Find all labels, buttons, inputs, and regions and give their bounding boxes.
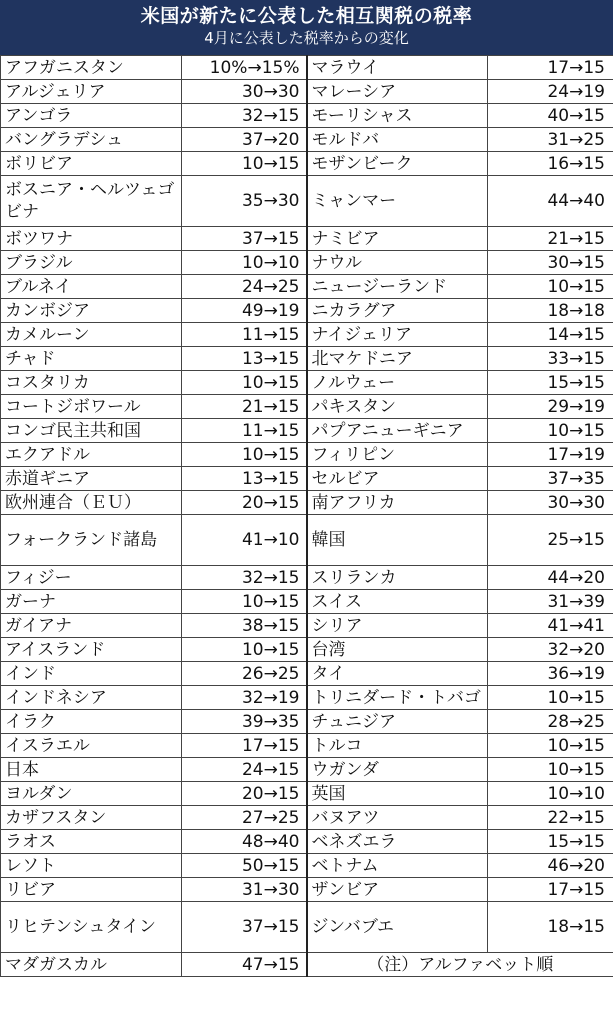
country-name: 日本 bbox=[1, 758, 182, 782]
table-row bbox=[1, 758, 613, 782]
table-row bbox=[1, 515, 613, 566]
country-name: アフガニスタン bbox=[1, 56, 182, 80]
country-name: ラオス bbox=[1, 830, 182, 854]
tariff-rate-change: 17→19 bbox=[488, 443, 613, 467]
country-name: コートジボワール bbox=[1, 395, 182, 419]
table-row bbox=[1, 80, 613, 104]
tariff-rate-change: 40→15 bbox=[488, 104, 613, 128]
tariff-rate-change: 11→15 bbox=[182, 419, 307, 443]
tariff-rate-change: 10→15 bbox=[488, 275, 613, 299]
tariff-rate-change: 17→15 bbox=[488, 56, 613, 80]
tariff-rate-change: 17→15 bbox=[182, 734, 307, 758]
country-name: トリニダード・トバゴ bbox=[307, 686, 488, 710]
tariff-rate-change: 24→15 bbox=[182, 758, 307, 782]
tariff-rate-change: 50→15 bbox=[182, 854, 307, 878]
table-row bbox=[1, 371, 613, 395]
table-row bbox=[1, 566, 613, 590]
country-name: カンボジア bbox=[1, 299, 182, 323]
country-name: ベネズエラ bbox=[307, 830, 488, 854]
country-name: コスタリカ bbox=[1, 371, 182, 395]
tariff-rate-change: 10→15 bbox=[488, 758, 613, 782]
country-name: モルドバ bbox=[307, 128, 488, 152]
tariff-rate-change: 32→15 bbox=[182, 566, 307, 590]
table-row bbox=[1, 104, 613, 128]
tariff-rate-change: 20→15 bbox=[182, 782, 307, 806]
country-name: スイス bbox=[307, 590, 488, 614]
tariff-rate-change: 30→30 bbox=[488, 491, 613, 515]
country-name: カメルーン bbox=[1, 323, 182, 347]
country-name: ボスニア・ヘルツェゴビナ bbox=[1, 176, 182, 227]
country-name: 台湾 bbox=[307, 638, 488, 662]
country-name: ナミビア bbox=[307, 227, 488, 251]
tariff-rate-change: 37→15 bbox=[182, 902, 307, 953]
tariff-rate-change: 15→15 bbox=[488, 830, 613, 854]
country-name: マダガスカル bbox=[1, 953, 182, 977]
tariff-rate-change: 11→15 bbox=[182, 323, 307, 347]
country-name: 欧州連合（ＥＵ） bbox=[1, 491, 182, 515]
country-name: アイスランド bbox=[1, 638, 182, 662]
table-row bbox=[1, 251, 613, 275]
country-name: エクアドル bbox=[1, 443, 182, 467]
country-name: ノルウェー bbox=[307, 371, 488, 395]
tariff-rate-change: 49→19 bbox=[182, 299, 307, 323]
table-row bbox=[1, 128, 613, 152]
country-name: ニカラグア bbox=[307, 299, 488, 323]
tariff-rate-change: 38→15 bbox=[182, 614, 307, 638]
page-subtitle: 4月に公表した税率からの変化 bbox=[204, 29, 409, 47]
country-name: アンゴラ bbox=[1, 104, 182, 128]
table-row bbox=[1, 614, 613, 638]
tariff-rate-change: 31→30 bbox=[182, 878, 307, 902]
table-row bbox=[1, 443, 613, 467]
table-row bbox=[1, 152, 613, 176]
country-name: 韓国 bbox=[307, 515, 488, 566]
tariff-rate-change: 14→15 bbox=[488, 323, 613, 347]
country-name: パキスタン bbox=[307, 395, 488, 419]
table-row bbox=[1, 902, 613, 953]
tariff-rate-change: 32→20 bbox=[488, 638, 613, 662]
table-row bbox=[1, 299, 613, 323]
country-name: ボツワナ bbox=[1, 227, 182, 251]
country-name: アルジェリア bbox=[1, 80, 182, 104]
table-row bbox=[1, 662, 613, 686]
tariff-rate-change: 10→15 bbox=[488, 419, 613, 443]
tariff-rate-change: 31→39 bbox=[488, 590, 613, 614]
country-name: リビア bbox=[1, 878, 182, 902]
tariff-rate-change: 10→15 bbox=[182, 371, 307, 395]
tariff-rate-change: 30→30 bbox=[182, 80, 307, 104]
page-title: 米国が新たに公表した相互関税の税率 bbox=[140, 5, 473, 27]
table-header bbox=[0, 0, 613, 55]
tariff-rate-change: 10→15 bbox=[488, 686, 613, 710]
table-row bbox=[1, 323, 613, 347]
country-name: ヨルダン bbox=[1, 782, 182, 806]
country-name: フォークランド諸島 bbox=[1, 515, 182, 566]
tariff-rate-change: 10→15 bbox=[488, 734, 613, 758]
tariff-rate-change: 30→15 bbox=[488, 251, 613, 275]
tariff-rate-change: 18→18 bbox=[488, 299, 613, 323]
country-name: ザンビア bbox=[307, 878, 488, 902]
table-row bbox=[1, 275, 613, 299]
country-name: ガーナ bbox=[1, 590, 182, 614]
table-row bbox=[1, 176, 613, 227]
table-row bbox=[1, 734, 613, 758]
tariff-rate-change: 15→15 bbox=[488, 371, 613, 395]
tariff-rate-change: 10→15 bbox=[182, 590, 307, 614]
tariff-rate-change: 41→41 bbox=[488, 614, 613, 638]
country-name: スリランカ bbox=[307, 566, 488, 590]
tariff-rate-change: 47→15 bbox=[182, 953, 307, 977]
country-name: モーリシャス bbox=[307, 104, 488, 128]
country-name: イラク bbox=[1, 710, 182, 734]
country-name: パプアニューギニア bbox=[307, 419, 488, 443]
country-name: コンゴ民主共和国 bbox=[1, 419, 182, 443]
tariff-rate-change: 13→15 bbox=[182, 347, 307, 371]
country-name: ベトナム bbox=[307, 854, 488, 878]
country-name: ブルネイ bbox=[1, 275, 182, 299]
table-row bbox=[1, 878, 613, 902]
country-name: ガイアナ bbox=[1, 614, 182, 638]
tariff-rate-change: 10%→15% bbox=[182, 56, 307, 80]
tariff-rate-change: 20→15 bbox=[182, 491, 307, 515]
tariff-rate-change: 39→35 bbox=[182, 710, 307, 734]
table-row bbox=[1, 686, 613, 710]
country-name: レソト bbox=[1, 854, 182, 878]
country-name: ブラジル bbox=[1, 251, 182, 275]
tariff-rate-change: 46→20 bbox=[488, 854, 613, 878]
table-row bbox=[1, 710, 613, 734]
tariff-rate-change: 17→15 bbox=[488, 878, 613, 902]
tariff-rate-change: 18→15 bbox=[488, 902, 613, 953]
tariff-rate-change: 10→10 bbox=[488, 782, 613, 806]
tariff-rate-change: 10→10 bbox=[182, 251, 307, 275]
tariff-rate-change: 33→15 bbox=[488, 347, 613, 371]
tariff-rate-change: 24→25 bbox=[182, 275, 307, 299]
country-name: タイ bbox=[307, 662, 488, 686]
tariff-rate-change: 27→25 bbox=[182, 806, 307, 830]
country-name: インド bbox=[1, 662, 182, 686]
table-row bbox=[1, 830, 613, 854]
tariff-rate-change: 24→19 bbox=[488, 80, 613, 104]
tariff-rate-change: 48→40 bbox=[182, 830, 307, 854]
country-name: マレーシア bbox=[307, 80, 488, 104]
table-row bbox=[1, 419, 613, 443]
country-name: チュニジア bbox=[307, 710, 488, 734]
tariff-rate-change: 22→15 bbox=[488, 806, 613, 830]
table-row bbox=[1, 56, 613, 80]
country-name: バヌアツ bbox=[307, 806, 488, 830]
tariff-rate-change: 26→25 bbox=[182, 662, 307, 686]
table-row bbox=[1, 590, 613, 614]
tariff-rate-change: 44→20 bbox=[488, 566, 613, 590]
country-name: マラウイ bbox=[307, 56, 488, 80]
table-row bbox=[1, 227, 613, 251]
country-name: インドネシア bbox=[1, 686, 182, 710]
country-name: ジンバブエ bbox=[307, 902, 488, 953]
country-name: ナウル bbox=[307, 251, 488, 275]
country-name: ミャンマー bbox=[307, 176, 488, 227]
tariff-rate-change: 10→15 bbox=[182, 443, 307, 467]
country-name: カザフスタン bbox=[1, 806, 182, 830]
country-name: ボリビア bbox=[1, 152, 182, 176]
table-row bbox=[1, 953, 613, 977]
tariff-rate-change: 10→15 bbox=[182, 638, 307, 662]
tariff-rate-change: 10→15 bbox=[182, 152, 307, 176]
tariff-rate-change: 29→19 bbox=[488, 395, 613, 419]
table-row bbox=[1, 347, 613, 371]
country-name: フィジー bbox=[1, 566, 182, 590]
country-name: チャド bbox=[1, 347, 182, 371]
tariff-rate-change: 44→40 bbox=[488, 176, 613, 227]
country-name: トルコ bbox=[307, 734, 488, 758]
table-row bbox=[1, 467, 613, 491]
country-name: 赤道ギニア bbox=[1, 467, 182, 491]
tariff-rate-change: 41→10 bbox=[182, 515, 307, 566]
country-name: ウガンダ bbox=[307, 758, 488, 782]
tariff-rate-change: 32→15 bbox=[182, 104, 307, 128]
country-name: 英国 bbox=[307, 782, 488, 806]
tariff-rate-change: 28→25 bbox=[488, 710, 613, 734]
tariff-rate-change: 21→15 bbox=[488, 227, 613, 251]
tariff-rate-change: 13→15 bbox=[182, 467, 307, 491]
table-row bbox=[1, 395, 613, 419]
footnote: （注）アルファベット順 bbox=[307, 953, 613, 977]
table-row bbox=[1, 782, 613, 806]
table-row bbox=[1, 491, 613, 515]
tariff-rate-change: 37→20 bbox=[182, 128, 307, 152]
country-name: バングラデシュ bbox=[1, 128, 182, 152]
country-name: シリア bbox=[307, 614, 488, 638]
tariff-rate-change: 21→15 bbox=[182, 395, 307, 419]
country-name: 北マケドニア bbox=[307, 347, 488, 371]
table-row bbox=[1, 638, 613, 662]
tariff-rate-table bbox=[0, 55, 613, 977]
country-name: イスラエル bbox=[1, 734, 182, 758]
tariff-rate-change: 35→30 bbox=[182, 176, 307, 227]
tariff-rate-change: 36→19 bbox=[488, 662, 613, 686]
table-row bbox=[1, 806, 613, 830]
table-row bbox=[1, 854, 613, 878]
tariff-rate-change: 31→25 bbox=[488, 128, 613, 152]
tariff-rate-table-body bbox=[1, 56, 613, 977]
tariff-rate-change: 37→15 bbox=[182, 227, 307, 251]
country-name: リヒテンシュタイン bbox=[1, 902, 182, 953]
country-name: ナイジェリア bbox=[307, 323, 488, 347]
tariff-rate-change: 37→35 bbox=[488, 467, 613, 491]
country-name: セルビア bbox=[307, 467, 488, 491]
tariff-rate-change: 25→15 bbox=[488, 515, 613, 566]
tariff-rate-change: 32→19 bbox=[182, 686, 307, 710]
country-name: ニュージーランド bbox=[307, 275, 488, 299]
country-name: モザンビーク bbox=[307, 152, 488, 176]
tariff-rate-change: 16→15 bbox=[488, 152, 613, 176]
country-name: フィリピン bbox=[307, 443, 488, 467]
country-name: 南アフリカ bbox=[307, 491, 488, 515]
